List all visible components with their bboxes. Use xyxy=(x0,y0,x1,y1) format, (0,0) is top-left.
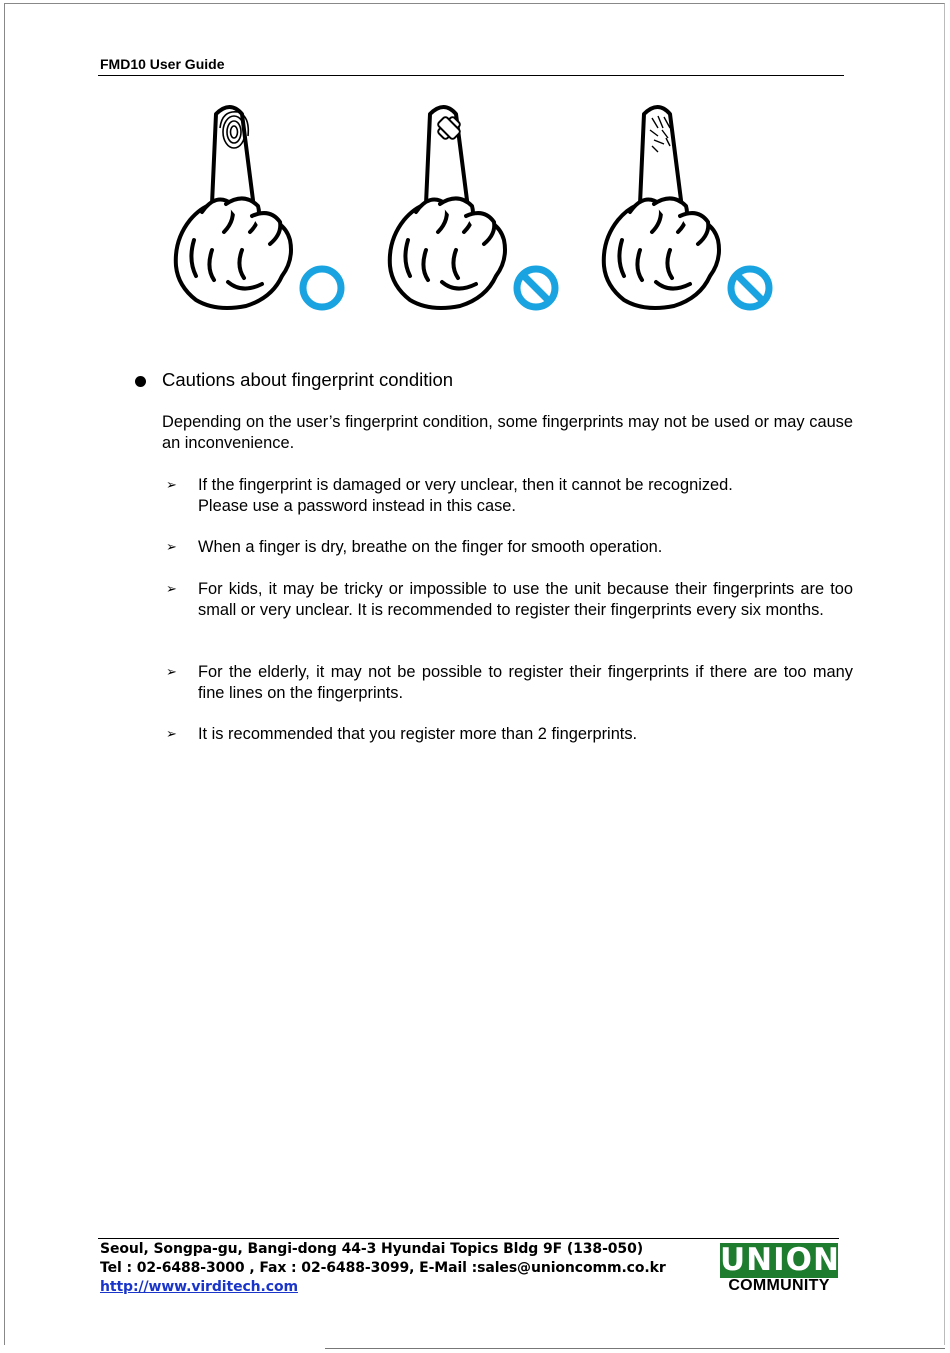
document-title: FMD10 User Guide xyxy=(100,56,225,72)
caution-item-line: Please use a password instead in this case. xyxy=(198,497,516,515)
caution-item xyxy=(198,475,853,517)
arrow-bullet-icon: ➢ xyxy=(166,665,177,680)
footer-divider xyxy=(98,1238,839,1239)
header-divider xyxy=(98,75,844,76)
finger-clear-illustration xyxy=(172,100,352,320)
arrow-bullet-icon: ➢ xyxy=(166,540,177,555)
circle-o-icon xyxy=(303,269,341,307)
caution-item: When a finger is dry, breathe on the finger for smooth operation. xyxy=(198,538,663,556)
arrow-bullet-icon: ➢ xyxy=(166,478,177,493)
footer-address: Seoul, Songpa-gu, Bangi-dong 44-3 Hyundai Topics Bldg 9F (138-050) xyxy=(100,1241,644,1257)
prohibited-icon xyxy=(517,269,555,307)
union-community-logo xyxy=(720,1241,838,1295)
bullet-dot-icon xyxy=(135,376,146,387)
intro-paragraph: Depending on the user’s fingerprint condition, some fingerprints may not be used or may cause an inconvenience. xyxy=(162,413,853,452)
section-heading: Cautions about fingerprint condition xyxy=(162,369,454,390)
logo-union-text: UNION xyxy=(720,1242,840,1278)
caution-item: For the elderly, it may not be possible to register their fingerprints if there are too many fine lines on the fingerprints. xyxy=(198,663,853,702)
footer-contact: Tel : 02-6488-3000 , Fax : 02-6488-3099, E-Mail :sales@unioncomm.co.kr xyxy=(100,1260,666,1276)
caution-item: It is recommended that you register more than 2 fingerprints. xyxy=(198,725,638,743)
caution-item: For kids, it may be tricky or impossible to use the unit because their fingerprints are too small or very unclear. It is recommended to register their fingerprints every six months. xyxy=(198,580,853,619)
prohibited-icon xyxy=(731,269,769,307)
caution-item-line: If the fingerprint is damaged or very unclear, then it cannot be recognized. xyxy=(198,476,733,494)
finger-unclear-illustration xyxy=(600,100,780,320)
finger-damaged-illustration xyxy=(386,100,566,320)
arrow-bullet-icon: ➢ xyxy=(166,727,177,742)
logo-community-text: COMMUNITY xyxy=(728,1277,830,1294)
footer-website-link[interactable]: http://www.virditech.com xyxy=(100,1279,298,1295)
arrow-bullet-icon: ➢ xyxy=(166,582,177,597)
page-edge xyxy=(325,1348,945,1349)
